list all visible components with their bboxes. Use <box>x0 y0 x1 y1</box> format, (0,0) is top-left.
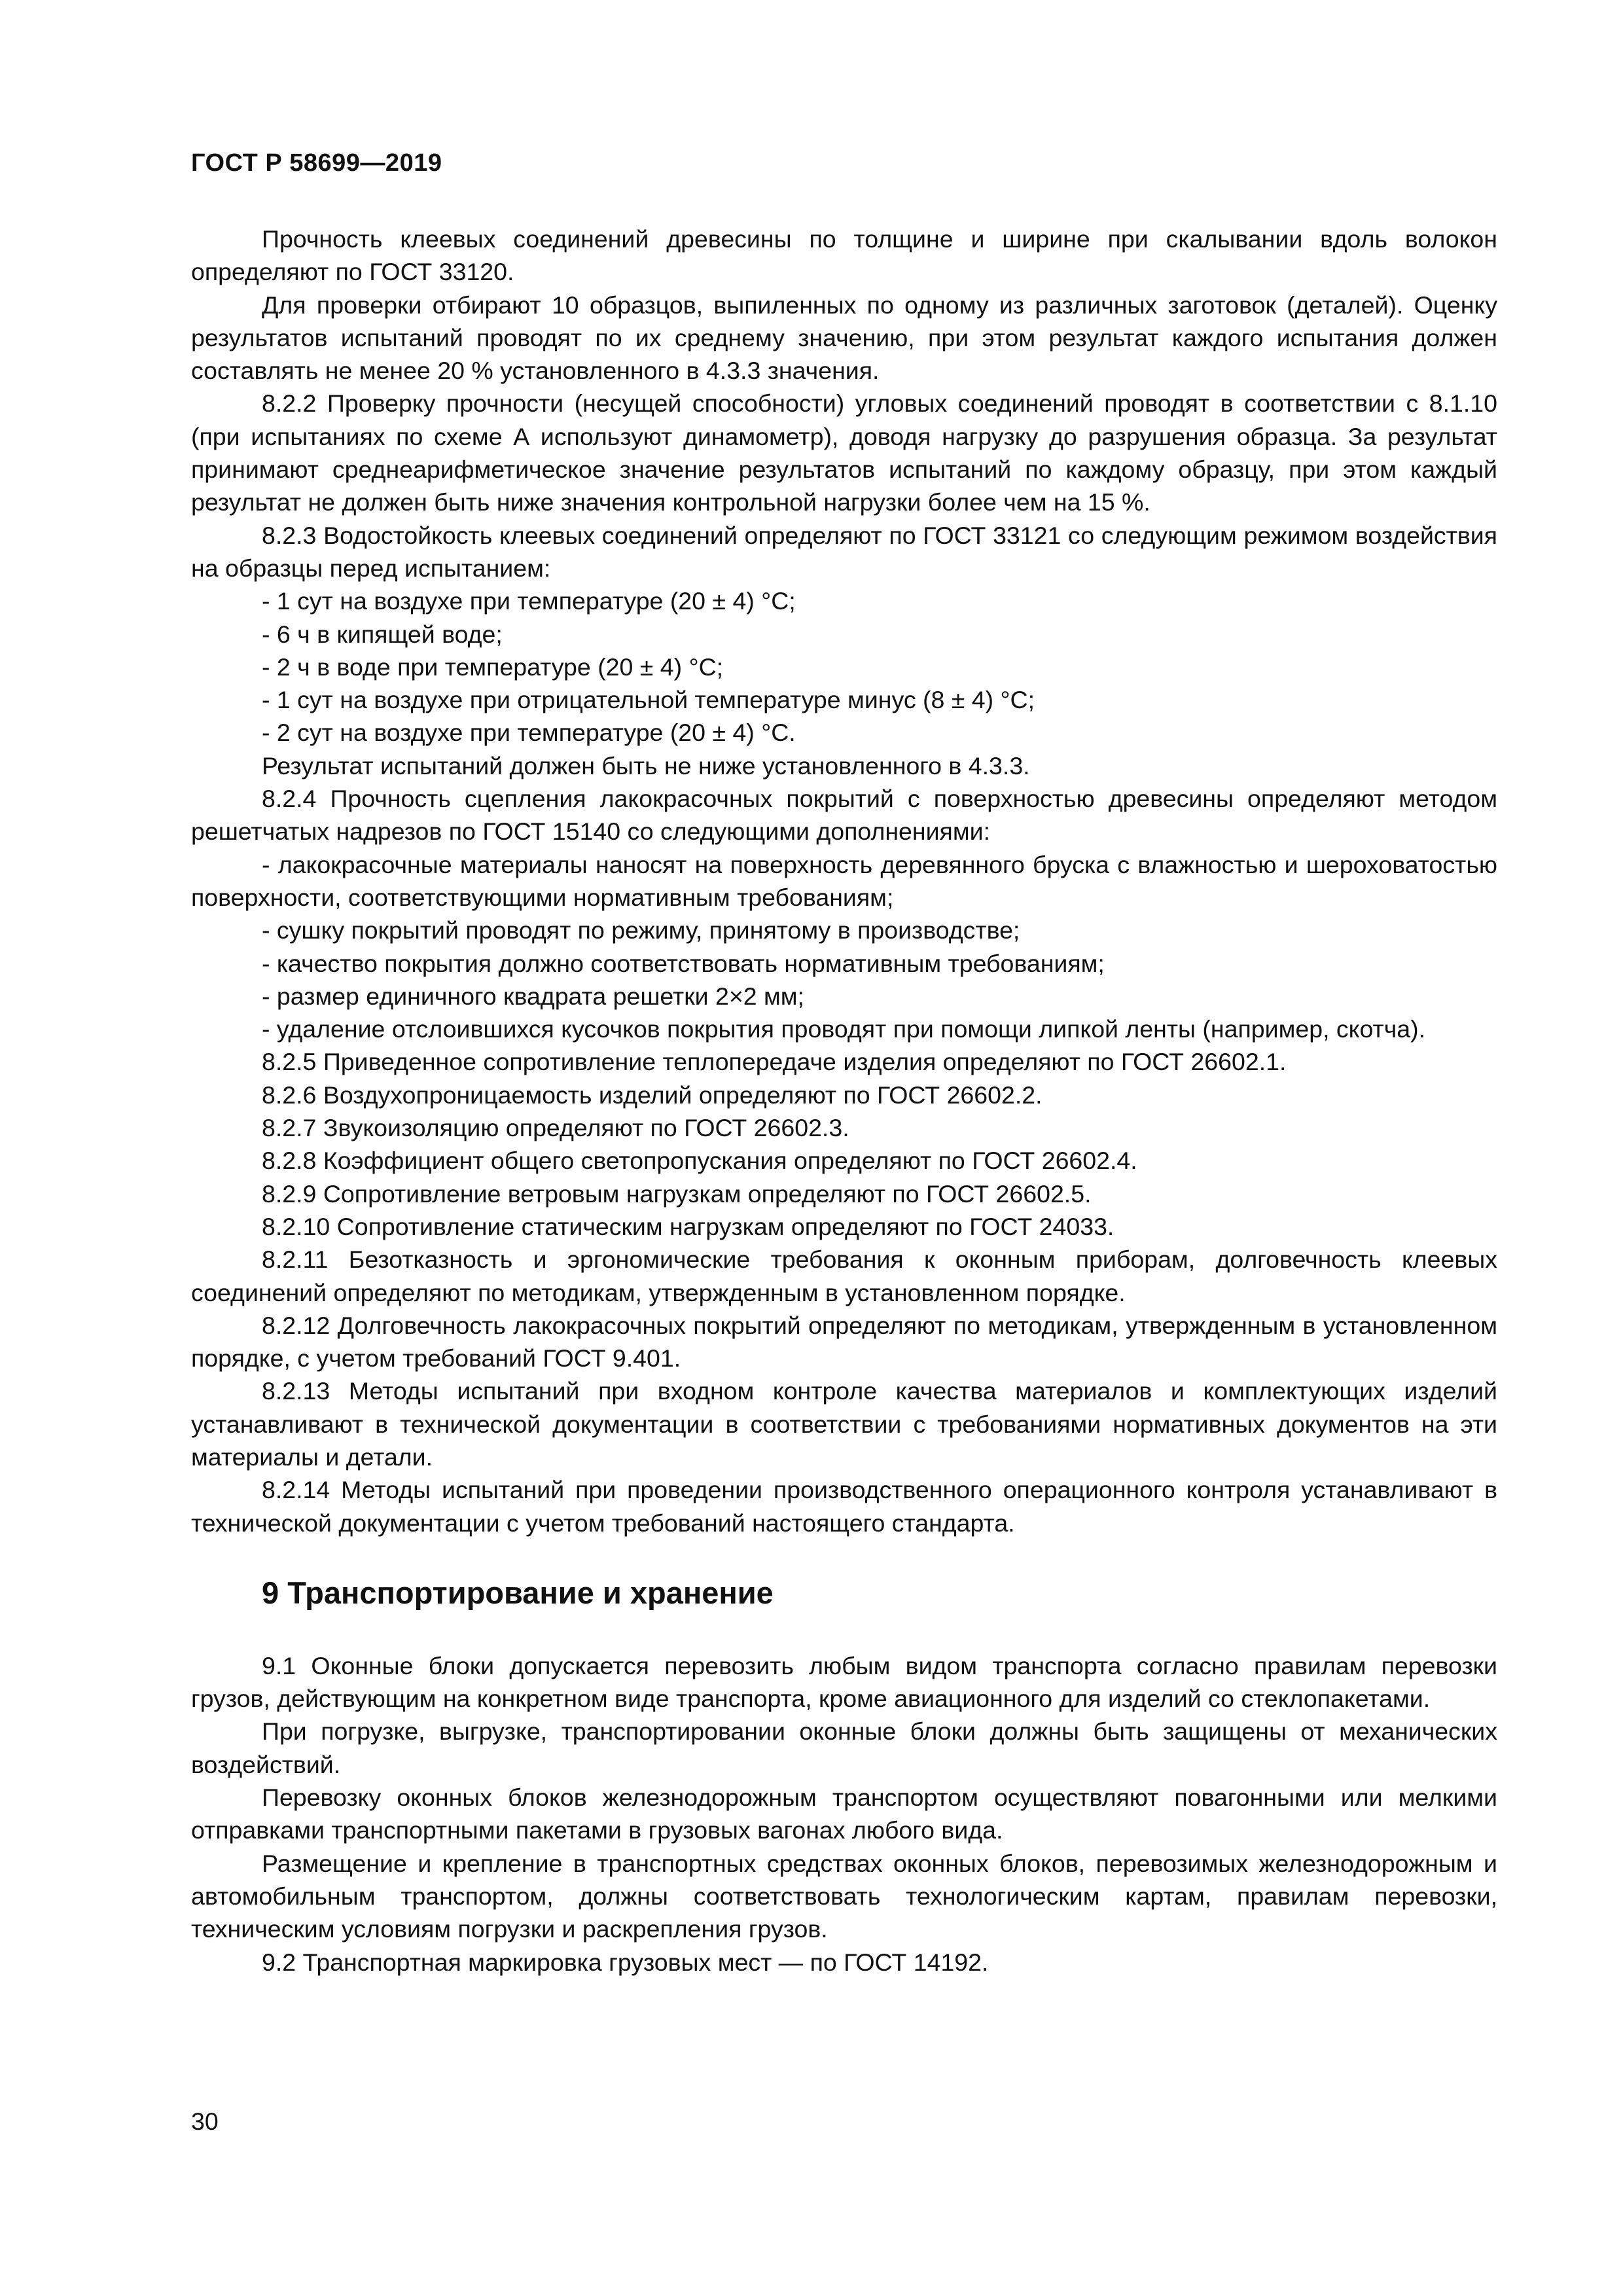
clause-8-2-2: 8.2.2 Проверку прочности (несущей способности) угловых соединений проводят в соответствии с 8.1.10 (при испытаниях по схеме А используют динамометр), доводя нагрузку до разрушения образца. За результат принимают среднеарифметическое значение результатов испытаний по каждому образцу, при этом каждый результат не должен быть ниже значения контрольной нагрузки более чем на 15 %. <box>191 389 1497 516</box>
paragraph: Для проверки отбирают 10 образцов, выпиленных по одному из различных заготовок (деталей). Оценку результатов испытаний проводят по их среднему значению, при этом результат каждого испытания должен составлять не менее 20 % установленного в 4.3.3 значения. <box>191 291 1497 385</box>
list-item: - качество покрытия должно соответствовать нормативным требованиям; <box>262 949 1105 977</box>
list-item: - сушку покрытий проводят по режиму, принятому в производстве; <box>262 916 1020 944</box>
list-item: - 2 ч в воде при температуре (20 ± 4) °С; <box>262 653 724 681</box>
clause-9-2: 9.2 Транспортная маркировка грузовых мест — по ГОСТ 14192. <box>262 1948 989 1976</box>
list-item: - 2 сут на воздухе при температуре (20 ± 4) °С. <box>262 719 796 747</box>
paragraph: Размещение и крепление в транспортных средствах оконных блоков, перевозимых железнодорожным и автомобильным транспортом, должны соответствовать технологическим картам, правилам перевозки, техническим условиям погрузки и раскрепления грузов. <box>191 1849 1497 1943</box>
paragraph: Результат испытаний должен быть не ниже установленного в 4.3.3. <box>262 751 1030 780</box>
paragraph: При погрузке, выгрузке, транспортировании оконные блоки должны быть защищены от механических воздействий. <box>191 1717 1497 1778</box>
list-item: - лакокрасочные материалы наносят на поверхность деревянного бруска с влажностью и шероховатостью поверхности, соответствующими нормативным требованиям; <box>191 850 1497 911</box>
clause-8-2-8: 8.2.8 Коэффициент общего светопропускания определяют по ГОСТ 26602.4. <box>262 1147 1137 1175</box>
list-item: - 6 ч в кипящей воде; <box>262 620 503 648</box>
clause-8-2-11: 8.2.11 Безотказность и эргономические требования к оконным приборам, долговечность клеевых соединений определяют по методикам, утвержденным в установленном порядке. <box>191 1246 1497 1306</box>
clause-8-2-12: 8.2.12 Долговечность лакокрасочных покрытий определяют по методикам, утвержденным в установленном порядке, с учетом требований ГОСТ 9.401. <box>191 1311 1497 1372</box>
clause-8-2-10: 8.2.10 Сопротивление статическим нагрузкам определяют по ГОСТ 24033. <box>262 1212 1115 1240</box>
clause-8-2-6: 8.2.6 Воздухопроницаемость изделий определяют по ГОСТ 26602.2. <box>262 1081 1043 1109</box>
clause-8-2-14: 8.2.14 Методы испытаний при проведении производственного операционного контроля устанавливают в технической документации с учетом требований настоящего стандарта. <box>191 1476 1497 1537</box>
paragraph: Перевозку оконных блоков железнодорожным транспортом осуществляют повагонными или мелкими отправками транспортными пакетами в грузовых вагонах любого вида. <box>191 1784 1497 1844</box>
clause-8-2-13: 8.2.13 Методы испытаний при входном контроле качества материалов и комплектующих изделий устанавливают в технической документации в соответствии с требованиями нормативных документов на эти материалы и детали. <box>191 1377 1497 1471</box>
clause-8-2-3: 8.2.3 Водостойкость клеевых соединений определяют по ГОСТ 33121 со следующим режимом воздействия на образцы перед испытанием: <box>191 521 1497 582</box>
clause-9-1: 9.1 Оконные блоки допускается перевозить любым видом транспорта согласно правилам перевозки грузов, действующим на конкретном виде транспорта, кроме авиационного для изделий со стеклопакетами. <box>191 1651 1497 1713</box>
page-content <box>191 223 1497 1979</box>
paragraph: Прочность клеевых соединений древесины по толщине и ширине при скалывании вдоль волокон определяют по ГОСТ 33120. <box>191 225 1497 286</box>
list-item: - размер единичного квадрата решетки 2×2 мм; <box>262 982 804 1010</box>
page-number: 30 <box>191 2108 219 2135</box>
document-header: ГОСТ Р 58699—2019 <box>191 149 442 177</box>
list-item: - 1 сут на воздухе при отрицательной температуре минус (8 ± 4) °С; <box>262 686 1035 714</box>
clause-8-2-4: 8.2.4 Прочность сцепления лакокрасочных покрытий с поверхностью древесины определяют методом решетчатых надрезов по ГОСТ 15140 со следующими дополнениями: <box>191 785 1497 846</box>
clause-8-2-7: 8.2.7 Звукоизоляцию определяют по ГОСТ 26602.3. <box>262 1114 849 1142</box>
section-heading: 9 Транспортирование и хранение <box>262 1575 774 1610</box>
list-item: - 1 сут на воздухе при температуре (20 ± 4) °С; <box>262 587 796 615</box>
clause-8-2-5: 8.2.5 Приведенное сопротивление теплопередаче изделия определяют по ГОСТ 26602.1. <box>262 1048 1287 1076</box>
clause-8-2-9: 8.2.9 Сопротивление ветровым нагрузкам определяют по ГОСТ 26602.5. <box>262 1179 1092 1208</box>
list-item: - удаление отслоившихся кусочков покрытия проводят при помощи липкой ленты (например, скотча). <box>262 1015 1425 1043</box>
